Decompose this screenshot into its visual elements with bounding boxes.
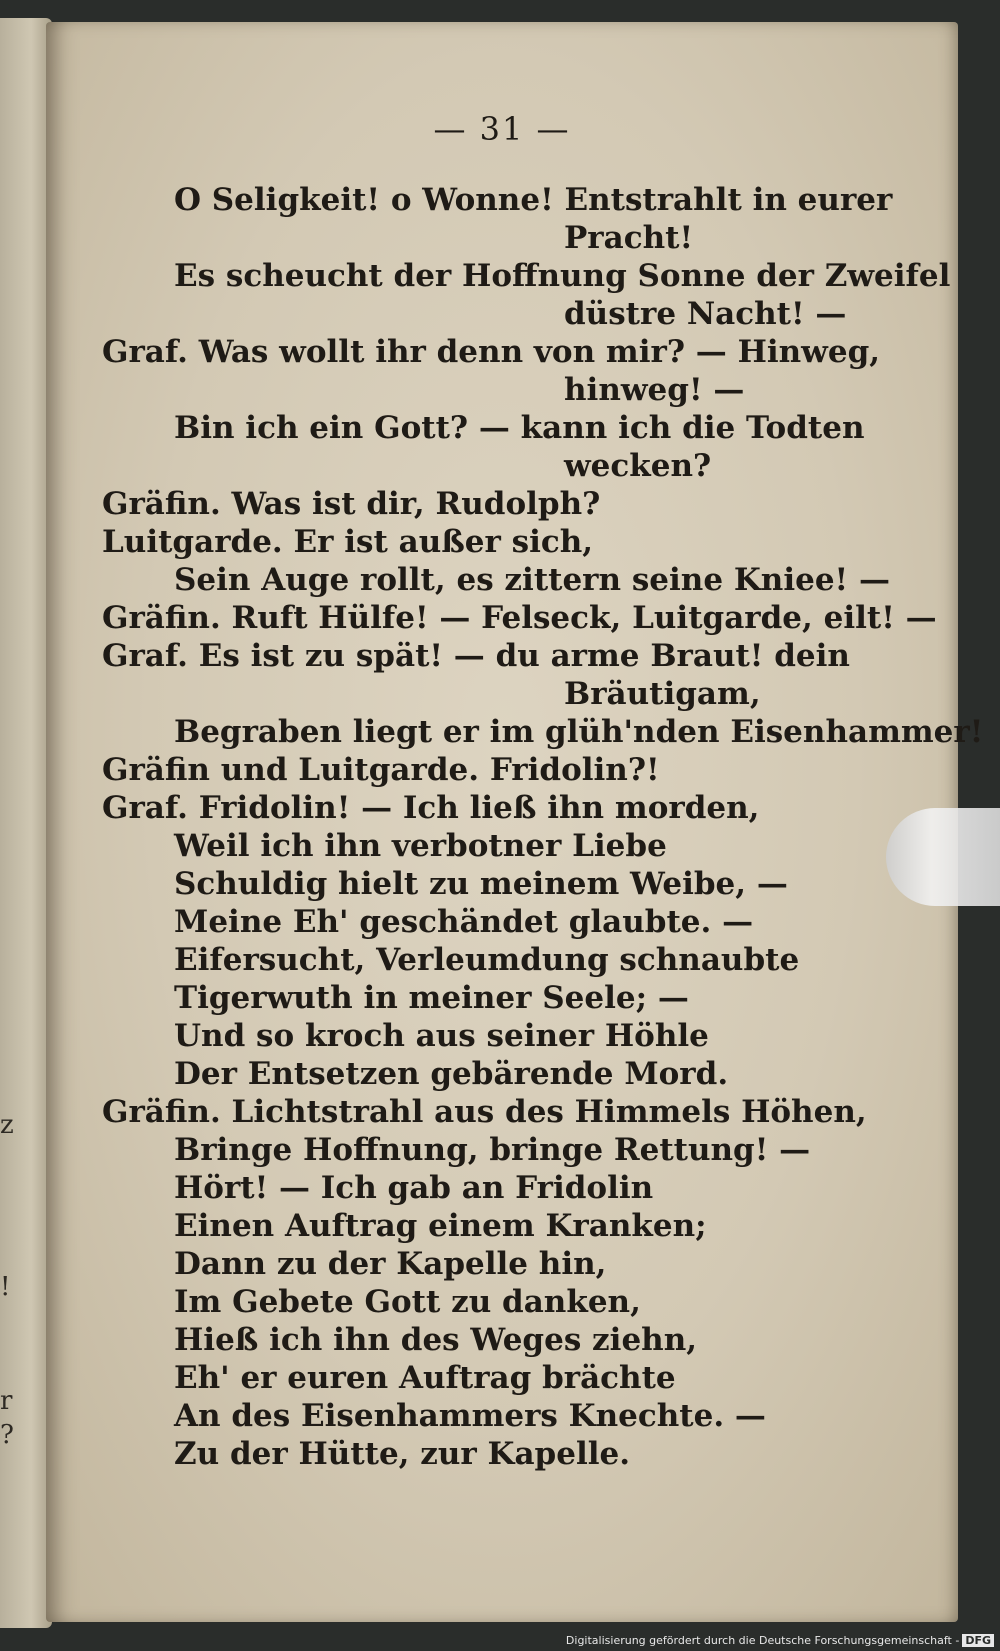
text-line: Gräfin und Luitgarde. Fridolin?! — [102, 752, 660, 788]
text-line: Graf. Fridolin! — Ich ließ ihn morden, — [102, 790, 760, 826]
text-line: Im Gebete Gott zu danken, — [174, 1284, 641, 1320]
text-line: Der Entsetzen gebärende Mord. — [174, 1056, 729, 1092]
text-line: Dann zu der Kapelle hin, — [174, 1246, 607, 1282]
page-marker-tab — [886, 808, 1000, 906]
text-line: Weil ich ihn verbotner Liebe — [174, 828, 667, 864]
left-page-fragment: ! — [0, 1272, 11, 1302]
page-number: — 31 — — [433, 110, 571, 148]
text-line: Graf. Es ist zu spät! — du arme Braut! dein — [102, 638, 850, 674]
left-page-fragment: r — [0, 1386, 13, 1416]
text-line: Bin ich ein Gott? — kann ich die Todten — [174, 410, 865, 446]
text-line: O Seligkeit! o Wonne! Entstrahlt in eurer — [174, 182, 893, 218]
book-page — [46, 22, 984, 1622]
text-line: Einen Auftrag einem Kranken; — [174, 1208, 707, 1244]
text-line: hinweg! — — [564, 372, 745, 408]
digitization-credit — [566, 1634, 994, 1647]
text-line: Hört! — Ich gab an Fridolin — [174, 1170, 654, 1206]
credit-text: Digitalisierung gefördert durch die Deutsche Forschungsgemeinschaft - — [565, 1634, 960, 1647]
left-page-edge — [0, 18, 52, 1628]
text-line: Hieß ich ihn des Weges ziehn, — [174, 1322, 698, 1358]
text-line: Gräfin. Lichtstrahl aus des Himmels Höhen, — [102, 1094, 867, 1130]
left-page-fragment: ? — [0, 1420, 14, 1450]
text-line: Gräfin. Ruft Hülfe! — Felseck, Luitgarde, eilt! — — [102, 600, 937, 636]
text-line: An des Eisenhammers Knechte. — — [174, 1398, 766, 1434]
text-line: Pracht! — [564, 220, 694, 256]
text-line: Eifersucht, Verleumdung schnaubte — [174, 942, 800, 978]
text-line: Bräutigam, — [564, 676, 761, 712]
text-line: Graf. Was wollt ihr denn von mir? — Hinweg, — [102, 334, 881, 370]
text-line: Und so kroch aus seiner Höhle — [174, 1018, 709, 1054]
text-line: Schuldig hielt zu meinem Weibe, — — [174, 866, 788, 902]
text-line: Es scheucht der Hoffnung Sonne der Zweifel — [174, 258, 951, 294]
text-line: Luitgarde. Er ist außer sich, — [102, 524, 594, 560]
text-line: Tigerwuth in meiner Seele; — — [174, 980, 689, 1016]
text-line: Begraben liegt er im glüh'nden Eisenhammer! — [174, 714, 984, 750]
text-line: Eh' er euren Auftrag brächte — [174, 1360, 676, 1396]
text-line: Zu der Hütte, zur Kapelle. — [174, 1436, 631, 1472]
text-line: Bringe Hoffnung, bringe Rettung! — — [174, 1132, 811, 1168]
text-line: Sein Auge rollt, es zittern seine Kniee! — — [174, 562, 890, 598]
left-page-fragment: z — [0, 1110, 14, 1140]
text-line: Meine Eh' geschändet glaubte. — — [174, 904, 754, 940]
text-line: düstre Nacht! — — [564, 296, 847, 332]
dfg-logo: DFG — [962, 1634, 994, 1647]
text-line: wecken? — [564, 448, 712, 484]
text-line: Gräfin. Was ist dir, Rudolph? — [102, 486, 601, 522]
